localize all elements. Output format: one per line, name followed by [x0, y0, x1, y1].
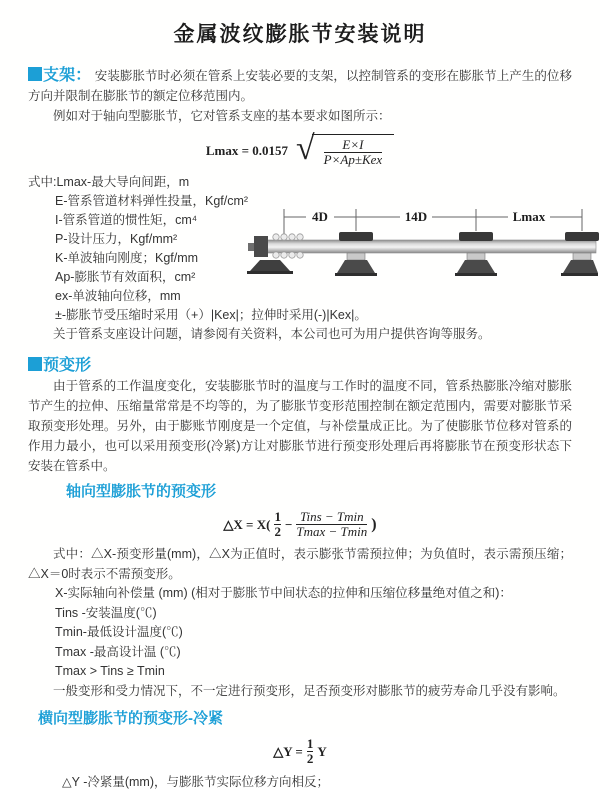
fraction-numerator: 1: [306, 736, 314, 751]
guide-support: [335, 232, 377, 276]
section-square-icon: [28, 357, 42, 371]
radical-sign: √: [296, 130, 315, 167]
dim-label-4d: 4D: [312, 209, 328, 224]
definition-item: I-管系管道的惯性矩，cm⁴: [55, 213, 198, 227]
dim-label-14d: 14D: [404, 209, 428, 224]
support-section-heading: 支架：: [43, 67, 92, 84]
axial-note-item: Tmin-最低设计温度(℃): [55, 625, 183, 639]
lateral-formula-prefix: △Y =: [273, 743, 303, 759]
support-intro-text: 安装膨胀节时必须在管系上安装必要的支架，以控制管系的变形在膨胀节上产生的位移方向并限制在膨胀节的额定位移范围内。: [28, 69, 572, 103]
lateral-subheading: 横向型膨胀节的预变形-冷紧: [38, 710, 223, 727]
definitions-and-diagram: [28, 173, 572, 344]
page-title: 金属波纹膨胀节安装说明: [173, 23, 427, 46]
axial-formula: [28, 510, 572, 539]
predeform-heading-row: [28, 356, 572, 376]
predeform-paragraph: 由于管系的工作温度变化，安装膨胀节时的温度与工作时的温度不同，管系热膨胀冷缩对膨胀节产生的拉伸、压缩量常常是不均等的，为了膨胀节变形范围控制在额定范围内，需要对膨胀节采取预变形处理。另外，由于膨账节刚度是一个定值，与补偿量成正比。为了使膨胀节位移对管系的作用力最小，也可以采用预变形(冷紧)方让对膨胀节进行预变形处理后再将膨胀节在预变形状态下安装在管系中。: [28, 379, 572, 473]
dim-label-lmax: Lmax: [512, 209, 546, 224]
one-half-fraction: [274, 510, 281, 539]
sqrt-denominator: P×Ap±Kex: [323, 152, 383, 167]
pipe: [264, 240, 596, 253]
axial-notes: [28, 545, 572, 701]
lateral-formula-suffix: Y: [317, 743, 327, 759]
lateral-formula: [28, 737, 572, 766]
axial-subheading: 轴向型膨胀节的预变形: [66, 483, 217, 500]
sqrt-fraction: [312, 134, 395, 167]
axial-formula-suffix: ): [371, 515, 377, 533]
fraction-numerator: 1: [274, 509, 281, 524]
fraction-numerator: Tins − Tmin: [299, 509, 364, 524]
axial-note-main: 式中：△X-预变形量(mm)，△X为正值时，表示膨张节需预拉伸；为负值时，表示需预压缩；△X＝0时表示不需预变形。: [28, 547, 572, 581]
axial-note-item: X-实际轴向补偿量 (mm) (相对于膨胀节中间状态的拉伸和压缩位移量绝对值之和)：: [55, 586, 512, 600]
support-example-line: 例如对于轴向型膨胀节，它对管系支座的基本要求如图所示：: [53, 109, 391, 123]
definition-item: Ap-膨胀节有效面积，cm²: [55, 270, 196, 284]
support-closing-line: 关于管系支座设计问题，请参阅有关资料，本公司也可为用户提供咨询等服务。: [53, 327, 491, 341]
lmax-formula: [28, 130, 572, 167]
definition-item: ex-单波轴向位移，mm: [55, 289, 181, 303]
sqrt-numerator: E×I: [342, 137, 364, 152]
axial-note-item: Tmax > Tins ≥ Tmin: [55, 664, 165, 678]
axial-closing-line: 一般变形和受力情况下，不一定进行预变形，足否预变形对膨胀节的疲劳寿命几乎没有影响。: [53, 683, 566, 698]
definition-item: K-单波轴向刚度；Kgf/mm: [55, 251, 199, 265]
fraction-denominator: Tmax − Tmin: [296, 524, 368, 539]
guide-support: [561, 232, 599, 276]
axial-note-item: Tins -安装温度(℃): [55, 605, 157, 620]
fraction-denominator: 2: [306, 751, 314, 766]
pipe-support-diagram: [246, 203, 598, 299]
axial-note-item: Tmax -最高设计温 (℃): [55, 644, 181, 659]
definition-item: E-管系管道材料弹性投量，Kgf/cm²: [55, 194, 249, 208]
fraction-denominator: 2: [274, 524, 281, 539]
definition-item: P-设计压力，Kgf/mm²: [55, 232, 178, 246]
axial-formula-operator: −: [284, 516, 293, 532]
definitions-intro: 式中:Lmax-最大导向间距，m: [28, 175, 190, 189]
sqrt-expression: [296, 130, 394, 167]
guide-support: [455, 232, 497, 276]
lmax-formula-prefix: Lmax = 0.0157: [205, 142, 288, 158]
definition-item: ±-膨胀节受压缩时采用（+）|Kex|；拉伸时采用(-)|Kex|。: [55, 308, 367, 322]
section-square-icon: [28, 67, 42, 81]
temperature-fraction: [296, 510, 367, 539]
sqrt-fraction-stack: [324, 138, 383, 167]
predeform-section-heading: 预变形: [43, 357, 92, 374]
support-lead-paragraph: [28, 66, 572, 106]
one-half-fraction: [307, 737, 314, 766]
axial-formula-prefix: △X = X(: [223, 516, 271, 532]
lateral-note: △Y -冷紧量(mm)，与膨胀节实际位移方向相反；: [62, 775, 330, 789]
